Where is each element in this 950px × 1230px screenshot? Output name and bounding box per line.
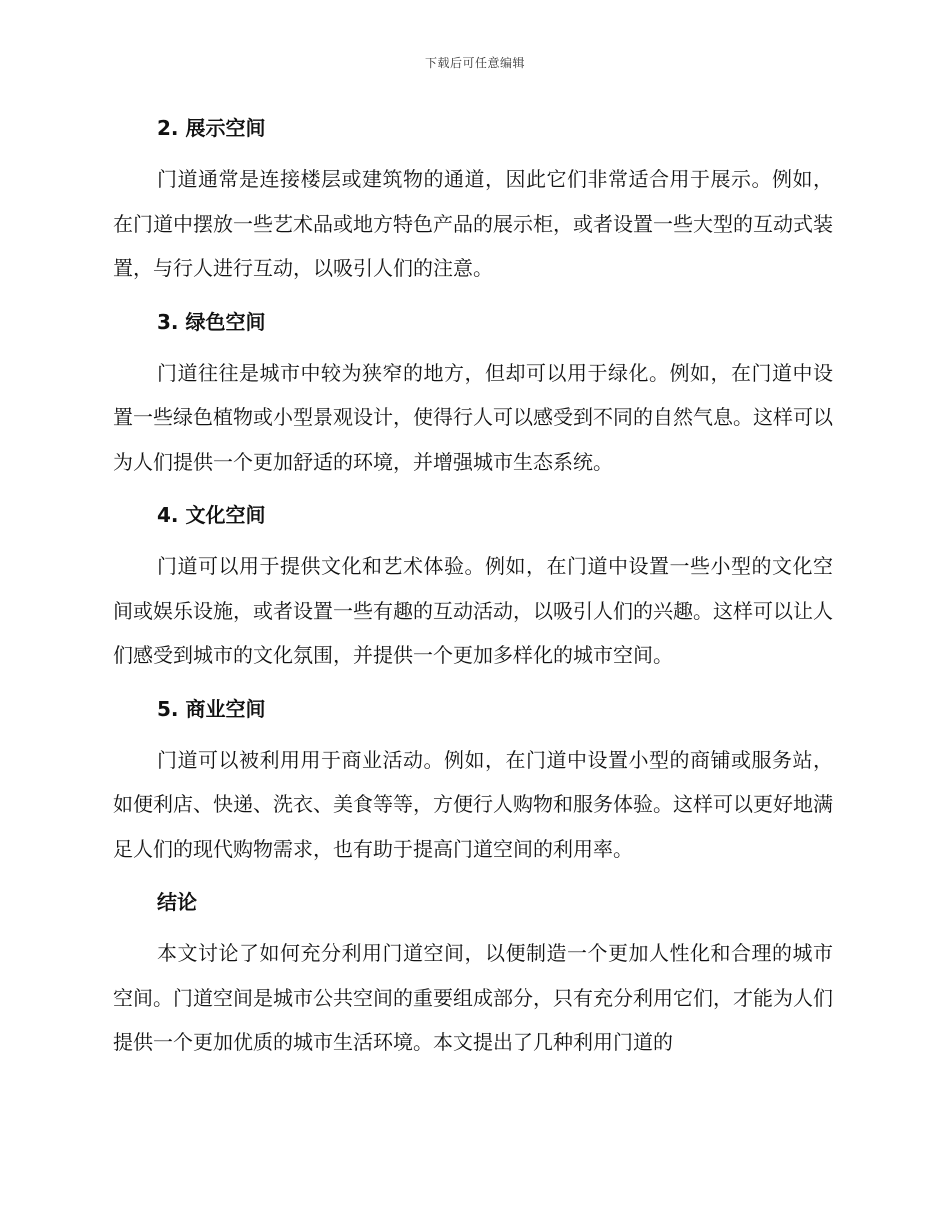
- section-conclusion: [113, 886, 833, 1065]
- section-paragraph: 门道可以被利用用于商业活动。例如，在门道中设置小型的商铺或服务站，如便利店、快递、洗衣、美食等等，方便行人购物和服务体验。这样可以更好地满足人们的现代购物需求，也有助于提高门道空间的利用率。: [113, 747, 833, 861]
- section-display-space: [113, 112, 833, 291]
- section-paragraph: 门道可以用于提供文化和艺术体验。例如，在门道中设置一些小型的文化空间或娱乐设施，或者设置一些有趣的互动活动，以吸引人们的兴趣。这样可以让人们感受到城市的文化氛围，并提供一个更加多样化的城市空间。: [113, 554, 833, 667]
- section-paragraph: 门道通常是连接楼层或建筑物的通道，因此它们非常适合用于展示。例如，在门道中摆放一些艺术品或地方特色产品的展示柜，或者设置一些大型的互动式装置，与行人进行互动，以吸引人们的注意。: [113, 167, 833, 280]
- section-heading: 5. 商业空间: [157, 696, 266, 721]
- section-culture-space: [113, 499, 833, 678]
- section-heading: 4. 文化空间: [157, 503, 266, 527]
- section-commercial-space: [113, 693, 833, 872]
- section-heading: 3. 绿色空间: [157, 309, 266, 334]
- section-heading: 2. 展示空间: [157, 116, 266, 140]
- section-paragraph: 门道往往是城市中较为狭窄的地方，但却可以用于绿化。例如，在门道中设置一些绿色植物或小型景观设计，使得行人可以感受到不同的自然气息。这样可以为人们提供一个更加舒适的环境，并增强城市生态系统。: [113, 360, 833, 474]
- header-note: 下载后可任意编辑: [424, 56, 525, 70]
- section-green-space: [113, 306, 833, 485]
- section-paragraph: 本文讨论了如何充分利用门道空间，以便制造一个更加人性化和合理的城市空间。门道空间是城市公共空间的重要组成部分，只有充分利用它们，才能为人们提供一个更加优质的城市生活环境。本文提出了几种利用门道的: [113, 941, 833, 1054]
- document-body: [113, 112, 833, 1080]
- section-heading: 结论: [157, 890, 197, 914]
